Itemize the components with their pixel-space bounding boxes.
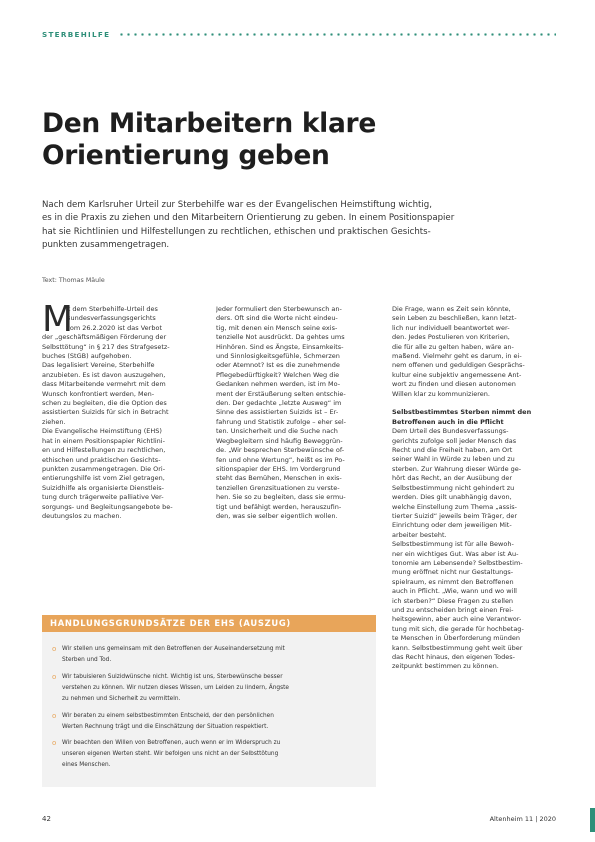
list-item-text: Wir beachten den Willen von Betroffenen, auch wenn er im Widerspruch zu [62, 740, 281, 746]
body-line: tung mit sich, die gerade für hochbetag- [392, 624, 524, 633]
body-line: ich sterben?“ Diese Fragen zu stellen [392, 596, 514, 605]
body-line: auch in Pflicht. „Wie, wann und wo will [392, 587, 517, 596]
body-line: Das legalisiert Vereine, Sterbehilfe [42, 361, 155, 370]
body-line: lich nur individuell beantwortet wer- [392, 323, 510, 332]
body-column-2 [216, 305, 378, 521]
body-line: Dem Urteil des Bundesverfassungs- [392, 427, 509, 436]
drop-cap: M [42, 299, 74, 340]
section-label: STERBEHILFE [42, 29, 111, 39]
body-line: Wegbegleitern sind häufig Beweggrün- [216, 436, 343, 445]
bullet-icon: o [52, 645, 57, 653]
body-line: tig, mit denen ein Mensch seine exis- [216, 323, 338, 332]
body-line: sorgungs- und Begleitungsangebote be- [42, 502, 173, 511]
body-line: das Recht hinaus, den eigenen Todes- [392, 653, 516, 662]
article-title-line-2: Orientierung geben [42, 140, 330, 171]
body-line: Bundesverfassungsgerichts [66, 314, 156, 323]
body-line: arbeiter besteht. [392, 530, 447, 539]
article-title-line-1: Den Mitarbeitern klare [42, 108, 376, 139]
body-line: entierungshilfe ist vom Ziel getragen, [42, 474, 165, 483]
article-lead [42, 199, 512, 253]
info-box [42, 632, 376, 787]
body-line: schen zu begleiten, die die Option des [42, 399, 167, 408]
edge-marker [590, 808, 595, 832]
body-line: und Sinnlosigkeitsgefühle, Schmerzen [216, 352, 340, 361]
list-item-text: eines Menschen. [62, 762, 111, 768]
body-line: punkten zusammengetragen. Die Ori- [42, 464, 166, 473]
bullet-icon: o [52, 712, 57, 720]
body-line: deutungslos zu machen. [42, 511, 122, 520]
body-line: ment der Erstäußerung selten entschie- [216, 389, 346, 398]
body-line: Die Frage, wann es Zeit sein könnte, [392, 305, 511, 313]
body-line: tonomie am Lebensende? Selbstbestim- [392, 558, 523, 567]
body-line: kultur eine subjektiv angemessene Ant- [392, 370, 522, 379]
body-line: dass Mitarbeitende vermehrt mit dem [42, 380, 166, 389]
body-line: gerichts zufolge soll jeder Mensch das [392, 436, 517, 445]
body-line: Recht und die Freiheit haben, am Ort [392, 446, 513, 455]
list-item-text: Wir stellen uns gemeinsam mit den Betroffenen der Auseinandersetzung mit [62, 646, 285, 652]
body-line: welche Einstellung zum Thema „assis- [392, 502, 517, 511]
page-number: 42 [42, 815, 51, 823]
body-line: tung durch trägerweite palliative Ver- [42, 493, 164, 502]
body-line: heitsgewinn, aber auch eine Verantwor- [392, 615, 522, 624]
body-line: hört das Recht, an der Ausübung der [392, 474, 513, 483]
body-line: it dem Sterbehilfe-Urteil des [66, 305, 158, 313]
body-line: sitionspapier der EHS. Im Vordergrund [216, 464, 341, 473]
author-credit: Text: Thomas Mäule [42, 277, 105, 284]
list-item-text: Wir beraten zu einem selbstbestimmten Entscheid, der den persönlichen [62, 713, 274, 719]
subheading: Selbstbestimmtes Sterben nimmt den [392, 408, 532, 417]
article-title [42, 108, 502, 172]
body-line: en und Hilfestellungen zu rechtlichen, [42, 446, 166, 455]
dotted-rule [118, 33, 556, 36]
body-line: der „geschäftsmäßigen Förderung der [42, 333, 167, 342]
body-line: den, was sie selber eigentlich wollen. [216, 511, 338, 520]
body-line: wort zu finden und diesen autonomen [392, 380, 516, 389]
body-line: maßend. Vielmehr geht es darum, in ei- [392, 352, 522, 361]
body-line: tierter Suizid“ jeweils beim Träger, der [392, 511, 518, 520]
body-line: Selbsttötung“ in § 217 des Strafgesetz- [42, 342, 170, 351]
body-line: tenzielle Not ausdrückt. Da gehtes ums [216, 333, 345, 342]
body-line: sterben. Zur Wahrung dieser Würde ge- [392, 464, 522, 473]
body-line: Selbstbestimmung nicht gehindert zu [392, 483, 515, 492]
lead-line: es in die Praxis zu ziehen und den Mitarbeitern Orientierung zu geben. In einem Positionspapier [42, 213, 455, 224]
info-box-title: HANDLUNGSGRUNDSÄTZE DER EHS (AUSZUG) [50, 618, 291, 628]
list-item-text: Wir tabuisieren Suizidwünsche nicht. Wichtig ist uns, Sterbewünsche besser [62, 674, 283, 680]
body-line: Willen klar zu kommunizieren. [392, 389, 490, 398]
list-item-text: verstehen zu können. Wir nutzen dieses Wissen, um Leiden zu lindern, Ängste [62, 685, 289, 691]
section-header [42, 28, 556, 40]
body-line: fahrung und Statistik zufolge – eher sel- [216, 417, 347, 426]
body-line: ner ein wichtiges Gut. Was aber ist Au- [392, 549, 519, 558]
body-line: hen. Sie so zu begleiten, dass sie ermu- [216, 493, 346, 502]
list-item-text: Sterben und Tod. [62, 657, 112, 663]
body-line: Einrichtung oder dem jeweiligen Mit- [392, 521, 512, 530]
body-line: und zu entscheiden bringt einen Frei- [392, 605, 514, 614]
body-line: kann. Selbstbestimmung geht weit über [392, 643, 523, 652]
body-line: ethischen und praktischen Gesichts- [42, 455, 161, 464]
list-item-text: zu nehmen und Sicherheit zu vermitteln. [62, 696, 181, 702]
body-line: den. Der gedachte „letzte Ausweg“ im [216, 399, 342, 408]
body-line: de. „Wir besprechen Sterbewünsche of- [216, 446, 345, 455]
body-line: tigt und befähigt werden, herauszufin- [216, 502, 342, 511]
lead-line: Nach dem Karlsruher Urteil zur Sterbehilfe war es der Evangelischen Heimstiftung wichtig, [42, 200, 432, 210]
lead-line: punkten zusammengetragen. [42, 240, 170, 251]
body-line: nem offenen und geduldigen Gesprächs- [392, 361, 525, 370]
info-box-header [42, 615, 376, 632]
body-line: zeitpunkt bestimmen zu können. [392, 662, 499, 671]
body-line: ten. Unsicherheit und die Suche nach [216, 427, 338, 436]
body-line: Gedanken nehmen werden, ist im Mo- [216, 380, 341, 389]
list-item-text: Werten Rechnung trägt und die Einschätzung der Situation respektiert. [62, 724, 269, 730]
body-line: steht das Bemühen, Menschen in exis- [216, 474, 342, 483]
body-line: assistierten Suizids für sich in Betracht [42, 408, 169, 417]
issue-label: Altenheim 11 | 2020 [489, 815, 556, 823]
body-line: Wunsch konfrontiert werden, Men- [42, 389, 155, 398]
body-line: Hinhören. Sind es Ängste, Einsamkeits- [216, 342, 344, 351]
body-line: Sinne des assistierten Suizids ist – Er- [216, 408, 339, 417]
body-line: sein Leben zu beschließen, kann letzt- [392, 314, 517, 323]
lead-line: hat sie Richtlinien und Hilfestellungen zu rechtlichen, ethischen und praktischen Gesichts- [42, 226, 431, 237]
body-line: fen und ohne Wertung“, heißt es im Po- [216, 455, 345, 464]
body-line: tenziellen Grenzsituationen zu verste- [216, 483, 340, 492]
body-line: Pflegebedürftigkeit? Welchen Weg die [216, 370, 340, 379]
body-line: hat in einem Positionspapier Richtlini- [42, 436, 165, 445]
list-item-text: unseren eigenen Werten steht. Wir befolgen uns nicht an der Selbsttötung [62, 751, 279, 757]
body-line: vom 26.2.2020 ist das Verbot [66, 323, 163, 332]
body-line: die für alle zu gelten haben, wäre an- [392, 342, 514, 351]
body-line: oder Atemnot? Ist es die zunehmende [216, 361, 340, 370]
bullet-icon: o [52, 739, 57, 747]
body-line: ziehen. [42, 417, 66, 426]
body-line: mung eröffnet nicht nur Gestaltungs- [392, 568, 514, 577]
body-line: spielraum, es nimmt den Betroffenen [392, 577, 514, 586]
body-line: seiner Wahl in Würde zu leben und zu [392, 455, 515, 464]
body-column-3 [392, 305, 554, 672]
body-line: ders. Oft sind die Worte nicht eindeu- [216, 314, 338, 323]
body-line: buches (StGB) aufgehoben. [42, 352, 132, 361]
body-line: Die Evangelische Heimstiftung (EHS) [42, 427, 162, 436]
body-line: te Menschen in Überforderung münden [392, 634, 521, 643]
body-line: werden. Dies gilt unabhängig davon, [392, 493, 512, 502]
subheading: Betroffenen auch in die Pflicht [392, 417, 504, 426]
body-line: Suizidhilfe als organisierte Dienstleis- [42, 483, 164, 492]
paragraph-gap [392, 399, 554, 408]
body-line: den. Jedes Postulieren von Kriterien, [392, 333, 510, 342]
body-line: Jeder formuliert den Sterbewunsch an- [216, 305, 342, 313]
body-line: anzubieten. Es ist davon auszugehen, [42, 370, 166, 379]
body-line: Selbstbestimmung ist für alle Bewoh- [392, 540, 514, 549]
bullet-icon: o [52, 673, 57, 681]
